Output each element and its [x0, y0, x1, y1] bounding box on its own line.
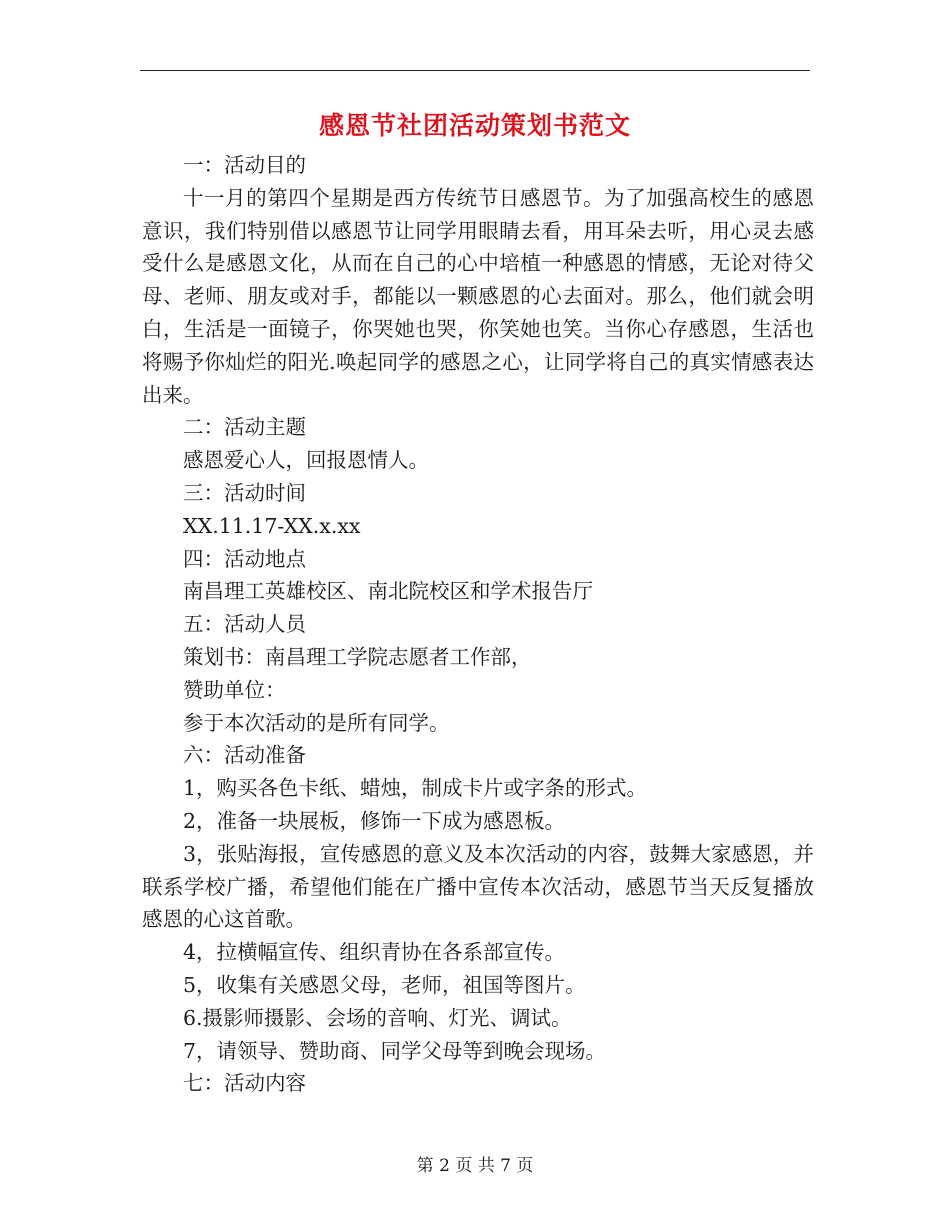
paragraph-prep-5: 5，收集有关感恩父母，老师，祖国等图片。 — [183, 972, 586, 997]
paragraph-planner: 策划书：南昌理工学院志愿者工作部， — [183, 644, 532, 669]
paragraph-prep-7: 7，请领导、赞助商、同学父母等到晚会现场。 — [183, 1038, 607, 1063]
paragraph-section-1-heading: 一：活动目的 — [183, 153, 306, 177]
page-footer — [0, 1154, 950, 1178]
paragraph-sponsor: 赞助单位： — [183, 677, 286, 702]
paragraph-purpose: 十一月的第四个星期是西方传统节日感恩节。为了加强高校生的感恩意识，我们特别借以感恩节让同学用眼睛去看，用耳朵去听，用心灵去感受什么是感恩文化，从而在自己的心中培植一种感恩的情感，无论对待父母、老师、朋友或对手，都能以一颗感恩的心去面对。那么，他们就会明白，生活是一面镜子，你哭她也哭，你笑她也笑。当你心存感恩，生活也将赐予你灿烂的阳光.唤起同学的感恩之心，让同学将自己的真实情感表达出来。 — [142, 185, 814, 407]
page-number-label: 第 2 页 共 7 页 — [416, 1156, 534, 1176]
paragraph-section-5-heading: 五：活动人员 — [183, 612, 306, 637]
paragraph-prep-6: 6.摄影师摄影、会场的音响、灯光、调试。 — [183, 1005, 572, 1030]
paragraph-location: 南昌理工英雄校区、南北院校区和学术报告厅 — [183, 579, 593, 604]
paragraph-time: XX.11.17-XX.x.xx — [183, 513, 361, 538]
paragraph-prep-2: 2，准备一块展板，修饰一下成为感恩板。 — [183, 808, 566, 833]
paragraph-section-2-heading: 二：活动主题 — [183, 415, 306, 440]
paragraph-section-7-heading: 七：活动内容 — [183, 1071, 306, 1096]
paragraph-theme: 感恩爱心人，回报恩情人。 — [183, 448, 429, 473]
paragraph-section-6-heading: 六：活动准备 — [183, 743, 306, 768]
paragraph-prep-1: 1，购买各色卡纸、蜡烛，制成卡片或字条的形式。 — [183, 776, 648, 801]
paragraph-section-3-heading: 三：活动时间 — [183, 480, 306, 505]
paragraph-section-4-heading: 四：活动地点 — [183, 546, 306, 571]
document-body — [142, 149, 814, 1100]
paragraph-prep-4: 4，拉横幅宣传、组织青协在各系部宣传。 — [183, 940, 566, 965]
paragraph-participants: 参于本次活动的是所有同学。 — [183, 710, 450, 735]
paragraph-prep-3: 3，张贴海报，宣传感恩的意义及本次活动的内容，鼓舞大家感恩，并联系学校广播，希望他们能在广播中宣传本次活动，感恩节当天反复播放感恩的心这首歌。 — [142, 841, 814, 932]
header-rule — [140, 70, 810, 71]
document-title: 感恩节社团活动策划书范文 — [318, 111, 631, 140]
